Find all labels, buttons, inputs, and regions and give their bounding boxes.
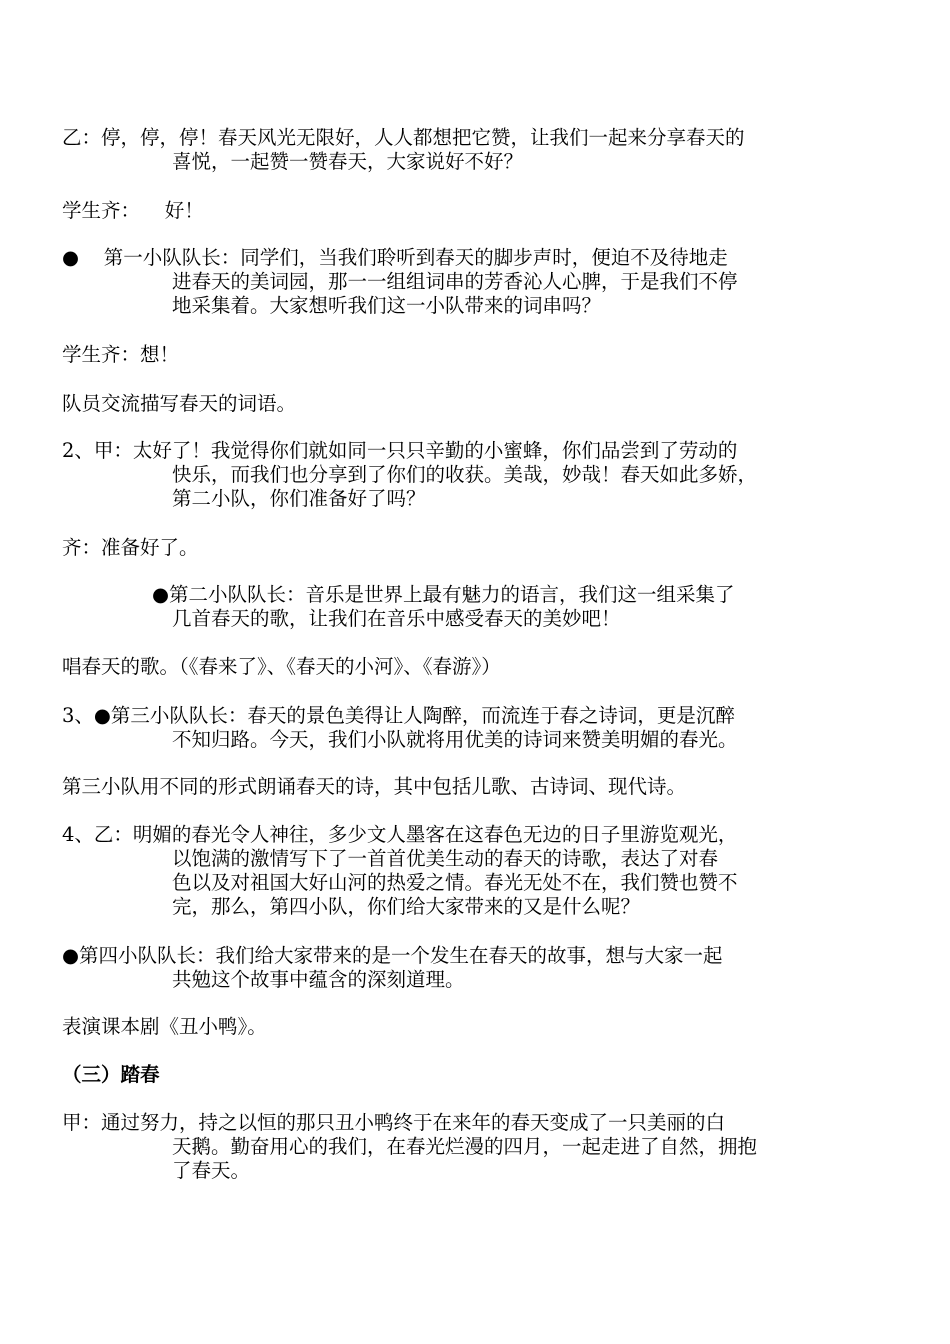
text-line: 学生齐：想！ xyxy=(62,343,180,366)
text-line: 学生齐： 好！ xyxy=(62,199,204,222)
paragraph-team4-leader xyxy=(62,944,822,992)
section-heading xyxy=(62,1063,822,1087)
paragraph-play xyxy=(62,1015,822,1039)
paragraph-yi-spring xyxy=(62,823,822,919)
paragraph-jia-effort xyxy=(62,1111,822,1183)
text-line: 快乐，而我们也分享到了你们的收获。美哉，妙哉！春天如此多娇， xyxy=(172,463,758,486)
paragraph-sing-songs xyxy=(62,655,822,679)
heading-text: （三）踏春 xyxy=(62,1063,160,1086)
text-line: 3、●第三小队队长：春天的景色美得让人陶醉，而流连于春之诗词，更是沉醉 xyxy=(62,704,735,727)
text-line: 几首春天的歌，让我们在音乐中感受春天的美妙吧！ xyxy=(172,607,621,630)
text-line: 乙：停，停，停！春天风光无限好，人人都想把它赞，让我们一起来分享春天的 xyxy=(62,126,745,149)
text-line: 第三小队用不同的形式朗诵春天的诗，其中包括儿歌、古诗词、现代诗。 xyxy=(62,775,687,798)
paragraph-jia-great xyxy=(62,439,822,511)
paragraph-students-reply xyxy=(62,199,822,223)
paragraph-team-words xyxy=(62,392,822,416)
paragraph-team3-leader xyxy=(62,704,822,752)
text-line: 以饱满的激情写下了一首首优美生动的春天的诗歌，表达了对春 xyxy=(172,847,719,870)
text-line: 喜悦，一起赞一赞春天，大家说好不好？ xyxy=(172,150,524,173)
text-line: 进春天的美词园，那一一组组词串的芳香沁人心脾，于是我们不停 xyxy=(172,270,738,293)
text-line: 天鹅。勤奋用心的我们，在春光烂漫的四月，一起走进了自然，拥抱 xyxy=(172,1135,758,1158)
paragraph-yi-stop xyxy=(62,126,822,174)
text-line: 共勉这个故事中蕴含的深刻道理。 xyxy=(172,968,465,991)
text-line: 地采集着。大家想听我们这一小队带来的词串吗？ xyxy=(172,294,602,317)
paragraph-team3-recite xyxy=(62,775,822,799)
text-line: ● 第一小队队长：同学们，当我们聆听到春天的脚步声时，便迫不及待地走 xyxy=(62,246,728,269)
text-line: 唱春天的歌。（《春来了》、《春天的小河》、《春游》） xyxy=(62,655,501,678)
paragraph-team1-leader xyxy=(62,246,822,318)
paragraph-team2-leader xyxy=(62,583,822,631)
paragraph-ready xyxy=(62,536,822,560)
text-line: 甲：通过努力，持之以恒的那只丑小鸭终于在来年的春天变成了一只美丽的白 xyxy=(62,1111,726,1134)
text-line: 了春天。 xyxy=(172,1159,251,1182)
text-line: 队员交流描写春天的词语。 xyxy=(62,392,297,415)
text-line: 2、甲：太好了！我觉得你们就如同一只只辛勤的小蜜蜂，你们品尝到了劳动的 xyxy=(62,439,738,462)
text-line: 不知归路。今天，我们小队就将用优美的诗词来赞美明媚的春光。 xyxy=(172,728,738,751)
text-line: 4、乙：明媚的春光令人神往，多少文人墨客在这春色无边的日子里游览观光， xyxy=(62,823,738,846)
text-line: 表演课本剧《丑小鸭》。 xyxy=(62,1015,267,1038)
text-line: 色以及对祖国大好山河的热爱之情。春光无处不在，我们赞也赞不 xyxy=(172,871,738,894)
paragraph-students-want xyxy=(62,343,822,367)
text-line: ●第四小队队长：我们给大家带来的是一个发生在春天的故事，想与大家一起 xyxy=(62,944,723,967)
text-line: 完，那么，第四小队，你们给大家带来的又是什么呢？ xyxy=(172,895,641,918)
text-line: 齐：准备好了。 xyxy=(62,536,199,559)
text-line: ●第二小队队长：音乐是世界上最有魅力的语言，我们这一组采集了 xyxy=(152,583,735,606)
text-line: 第二小队，你们准备好了吗？ xyxy=(172,487,426,510)
